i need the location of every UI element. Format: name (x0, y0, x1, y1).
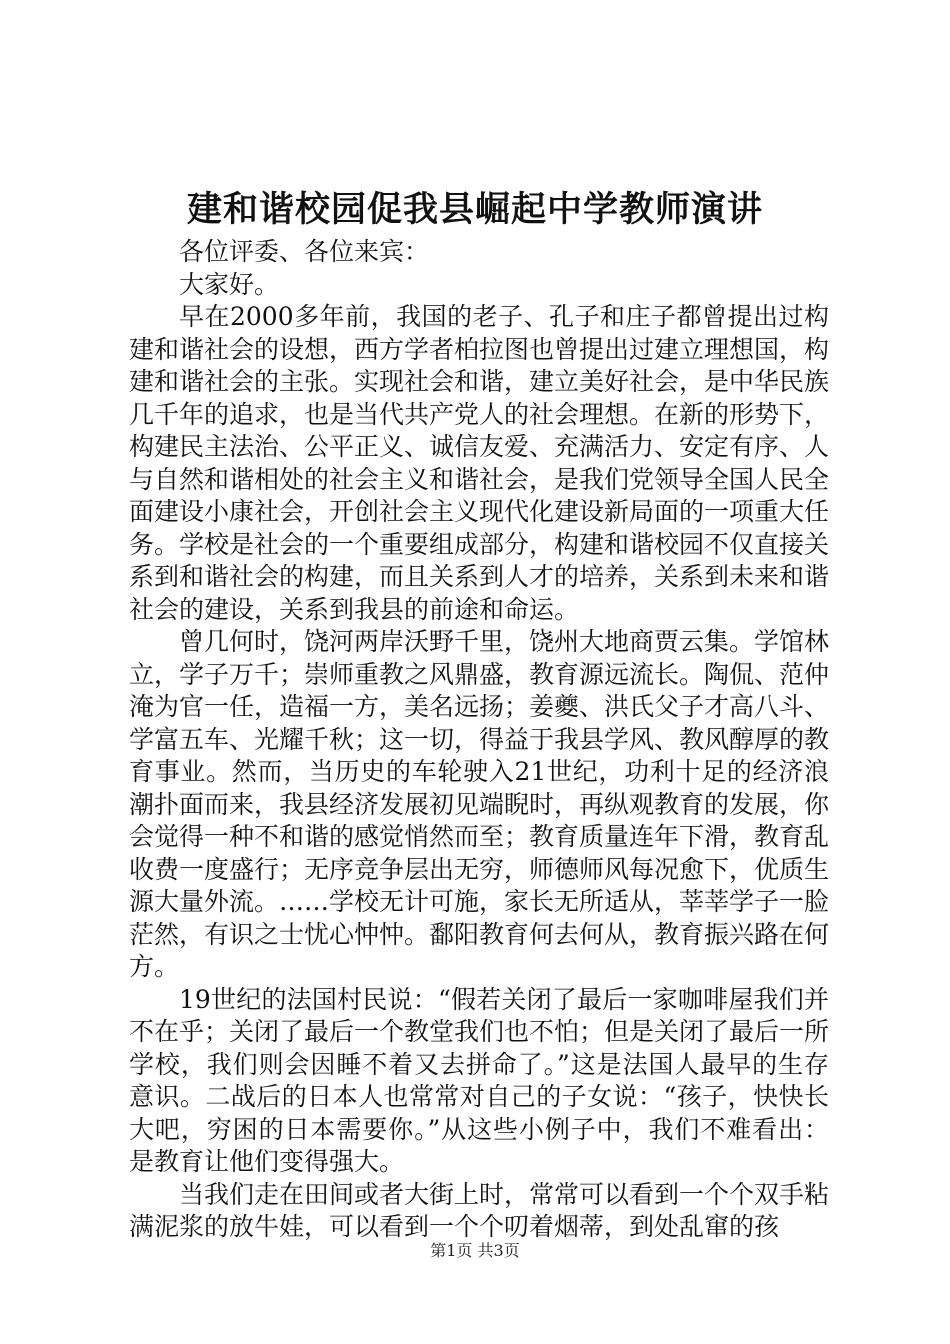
body-paragraph: 当我们走在田间或者大街上时，常常可以看到一个个双手粘满泥浆的放牛娃，可以看到一个个叨着烟蒂，到处乱窜的孩 (129, 1179, 830, 1241)
document-title: 建和谐校园促我县崛起中学教师演讲 (186, 189, 763, 230)
document-body (129, 236, 829, 1244)
body-paragraph: 19世纪的法国村民说：“假若关闭了最后一家咖啡屋我们并不在乎；关闭了最后一个教堂我们也不怕；但是关闭了最后一所学校，我们则会因睡不着又去拼命了。”这是法国人最早的生存意识。二战后的日本人也常常对自己的子女说：“孩子，快快长大吧，穷困的日本需要你。”从这些小例子中，我们不难看出：是教育让他们变得强大。 (129, 984, 830, 1176)
greeting-paragraph: 大家好。 (179, 269, 280, 299)
salutation-paragraph: 各位评委、各位来宾： (179, 237, 430, 266)
page-number-footer: 第1页 共3页 (430, 1241, 520, 1260)
body-paragraph: 早在2000多年前，我国的老子、孔子和庄子都曾提出过构建和谐社会的设想，西方学者柏拉图也曾提出过建立理想国，构建和谐社会的主张。实现社会和谐，建立美好社会，是中华民族几千年的追求，也是当代共产党人的社会理想。在新的形势下，构建民主法治、公平正义、诚信友爱、充满活力、安定有序、人与自然和谐相处的社会主义和谐社会，是我们党领导全国人民全面建设小康社会，开创社会主义现代化建设新局面的一项重大任务。学校是社会的一个重要组成部分，构建和谐校园不仅直接关系到和谐社会的构建，而且关系到人才的培养，关系到未来和谐社会的建设，关系到我县的前途和命运。 (129, 302, 830, 624)
body-paragraph: 曾几何时，饶河两岸沃野千里，饶州大地商贾云集。学馆林立，学子万千；崇师重教之风鼎盛，教育源远流长。陶侃、范仲淹为官一任，造福一方，美名远扬；姜夔、洪氏父子才高八斗、学富五车、光耀千秋；这一切，得益于我县学风、教风醇厚的教育事业。然而，当历史的车轮驶入21世纪，功利十足的经济浪潮扑面而来，我县经济发展初见端睨时，再纵观教育的发展，你会觉得一种不和谐的感觉悄然而至；教育质量连年下滑，教育乱收费一度盛行；无序竞争层出无穷，师德师风每况愈下，优质生源大量外流。……学校无计可施，家长无所适从，莘莘学子一脸茫然，有识之士忧心忡忡。鄱阳教育何去何从，教育振兴路在何方。 (129, 627, 830, 981)
